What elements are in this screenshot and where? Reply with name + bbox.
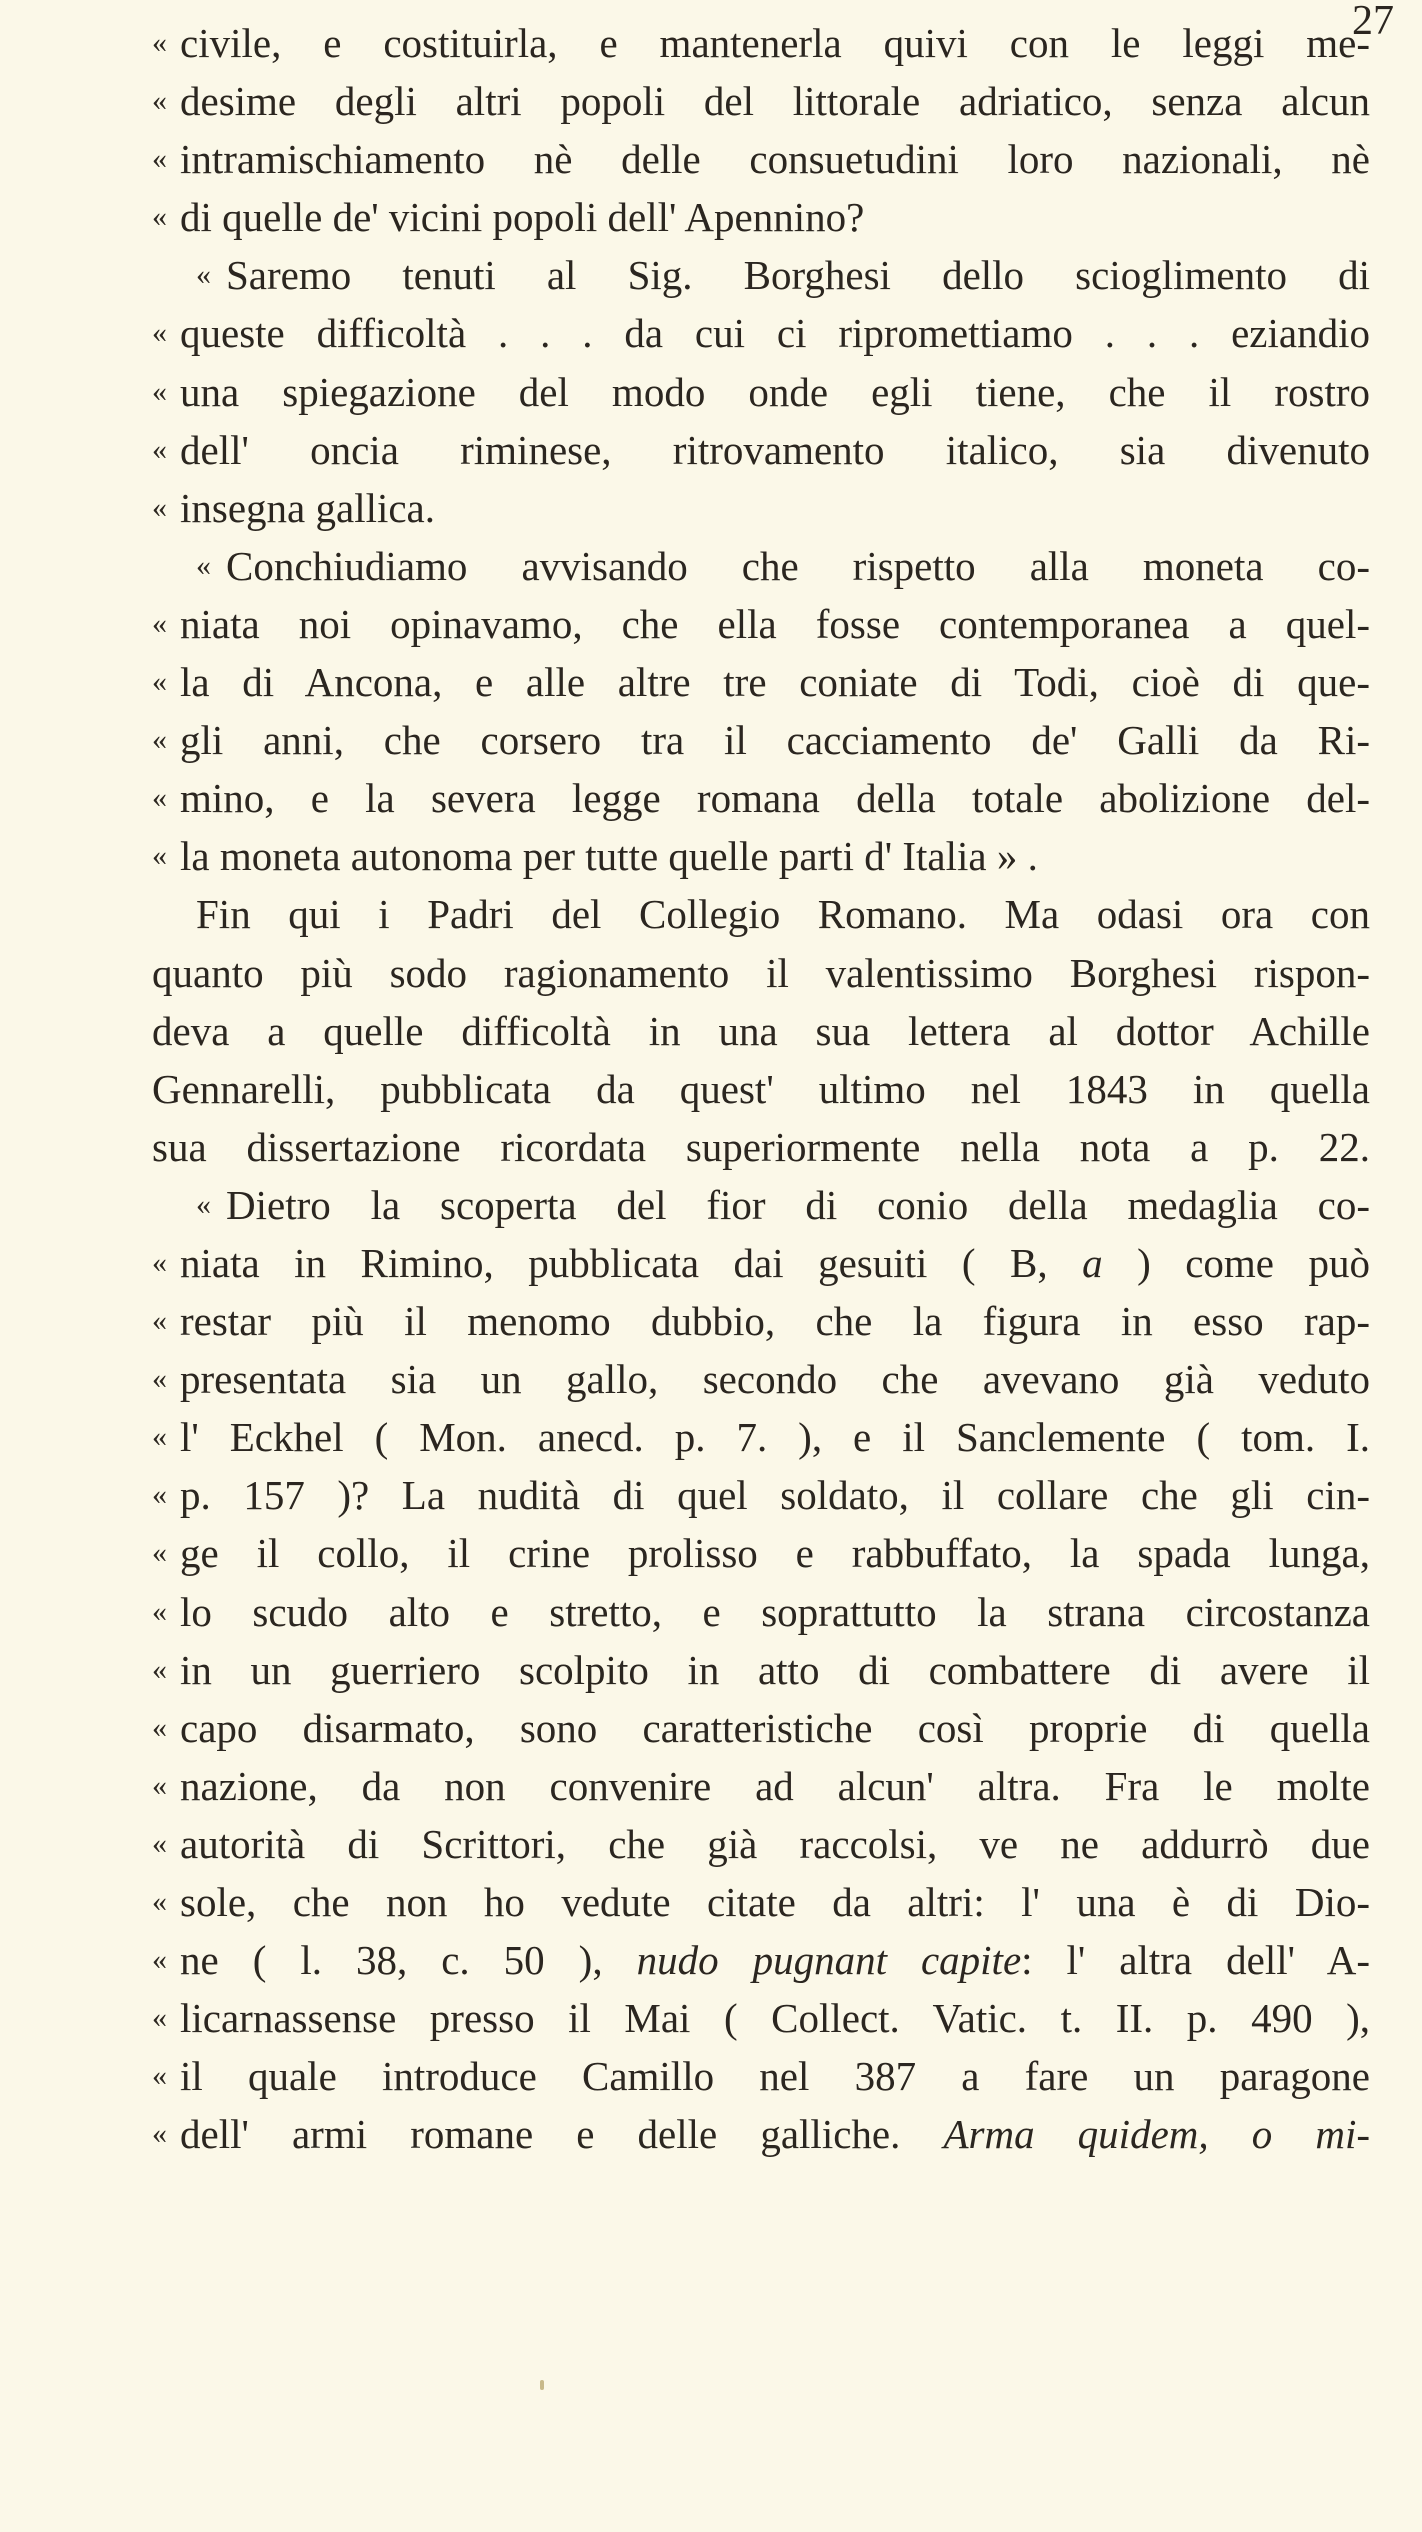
text-line [152, 188, 1370, 246]
text-segment: desime degli altri popoli del littorale adriatico, senza alcun [180, 78, 1370, 125]
line-text [180, 1408, 1370, 1466]
text-line [152, 653, 1370, 711]
line-text [180, 2105, 1370, 2163]
text-line [152, 1060, 1370, 1118]
line-text [180, 1524, 1370, 1582]
text-segment: intramischiamento nè delle consuetudini loro nazionali, nè [180, 136, 1370, 183]
line-text [180, 14, 1370, 72]
line-text [180, 1699, 1370, 1757]
text-line [152, 1002, 1370, 1060]
quote-mark: « [152, 2059, 167, 2093]
text-segment: licarnassense presso il Mai ( Collect. Vatic. t. II. p. 490 ), [180, 1995, 1370, 2042]
text-segment: quanto più sodo ragionamento il valentissimo Borghesi rispon- [152, 949, 1370, 996]
line-text [180, 827, 1370, 885]
text-line [152, 72, 1370, 130]
text-line [152, 1292, 1370, 1350]
line-text [180, 479, 1370, 537]
text-line [152, 2105, 1370, 2163]
text-line [152, 1524, 1370, 1582]
line-text [180, 1583, 1370, 1641]
line-text [180, 304, 1370, 362]
text-segment: capo disarmato, sono caratteristiche così proprie di quella [180, 1704, 1370, 1751]
line-text [226, 537, 1370, 595]
text-segment: deva a quelle difficoltà in una sua lettera al dottor Achille [152, 1007, 1370, 1054]
line-text [180, 1989, 1370, 2047]
quote-mark: « [196, 548, 211, 582]
line-text [226, 1176, 1370, 1234]
italic-text: nudo pugnant capite [636, 1937, 1022, 1984]
quote-mark: « [152, 490, 167, 524]
text-line [152, 363, 1370, 421]
text-segment: Dietro la scoperta del fior di conio della medaglia co- [226, 1181, 1370, 1228]
text-segment: l' Eckhel ( Mon. anecd. p. 7. ), e il Sanclemente ( tom. I. [180, 1414, 1370, 1461]
text-segment: Fin qui i Padri del Collegio Romano. Ma odasi ora con [196, 891, 1370, 938]
quote-mark: « [152, 26, 167, 59]
line-text [180, 421, 1370, 479]
line-text [180, 711, 1370, 769]
quote-mark: « [152, 781, 167, 815]
quote-mark: « [152, 1594, 167, 1628]
text-line [152, 1350, 1370, 1408]
line-text [180, 363, 1370, 421]
quote-mark: « [196, 258, 211, 292]
page-number: 27 [1352, 0, 1394, 44]
line-text [180, 2047, 1370, 2105]
italic-text: Arma quidem, o mi- [943, 2111, 1370, 2158]
quote-mark: « [152, 1943, 167, 1977]
quote-mark: « [152, 723, 167, 757]
quote-mark: « [152, 1245, 167, 1279]
quote-mark: « [152, 1362, 167, 1396]
text-line [152, 595, 1370, 653]
line-text [180, 1757, 1370, 1815]
line-text [152, 944, 1370, 1002]
quote-mark: « [152, 606, 167, 640]
quote-mark: « [152, 1826, 167, 1860]
line-text [180, 188, 1370, 246]
line-text [180, 1350, 1370, 1408]
quote-mark: « [152, 316, 167, 350]
quote-mark: « [152, 1304, 167, 1338]
line-text [152, 1002, 1370, 1060]
quote-mark: « [152, 1768, 167, 1802]
text-segment: sole, che non ho vedute citate da altri: l' una è di Dio- [180, 1879, 1370, 1925]
line-text [180, 1292, 1370, 1350]
quote-mark: « [152, 1885, 167, 1918]
text-segment: gli anni, che corsero tra il cacciamento de' Galli da Ri- [180, 717, 1370, 764]
line-text [180, 653, 1370, 711]
quote-mark: « [152, 84, 167, 118]
text-segment: lo scudo alto e stretto, e soprattutto la strana circostanza [180, 1588, 1370, 1635]
text-line [152, 130, 1370, 188]
text-segment: niata noi opinavamo, che ella fosse contemporanea a quel- [180, 600, 1370, 647]
line-text [180, 1815, 1370, 1873]
text-segment: di quelle de' vicini popoli dell' Apennino? [180, 194, 865, 241]
text-line [152, 1466, 1370, 1524]
text-line [152, 304, 1370, 362]
line-text [180, 595, 1370, 653]
text-line [152, 1118, 1370, 1176]
text-segment: insegna gallica. [180, 484, 436, 531]
quote-mark: « [152, 1478, 167, 1512]
text-line [152, 1583, 1370, 1641]
quote-mark: « [152, 2117, 167, 2151]
text-segment: : l' altra dell' A- [1021, 1937, 1370, 1984]
text-segment: dell' oncia riminese, ritrovamento italico, sia divenuto [180, 426, 1370, 473]
text-segment: la moneta autonoma per tutte quelle parti d' Italia » . [180, 833, 1038, 880]
text-segment: presentata sia un gallo, secondo che avevano già veduto [180, 1356, 1370, 1403]
line-text [226, 246, 1370, 304]
quote-mark: « [152, 200, 167, 234]
text-segment: sua dissertazione ricordata superiormente nella nota a p. 22. [152, 1123, 1370, 1170]
text-line [152, 1815, 1370, 1873]
text-segment: restar più il menomo dubbio, che la figura in esso rap- [180, 1298, 1370, 1345]
line-text [180, 1931, 1370, 1989]
text-line [152, 1931, 1370, 1989]
text-line [152, 2047, 1370, 2105]
line-text [152, 1060, 1370, 1118]
text-segment: mino, e la severa legge romana della totale abolizione del- [180, 775, 1370, 822]
text-line [152, 885, 1370, 943]
quote-mark: « [152, 665, 167, 699]
text-segment: ge il collo, il crine prolisso e rabbuffato, la spada lunga, [180, 1530, 1370, 1577]
text-line [152, 1873, 1370, 1931]
line-text [180, 1873, 1370, 1931]
quote-mark: « [152, 374, 167, 408]
quote-mark: « [152, 1710, 167, 1744]
line-text [152, 1118, 1370, 1176]
quote-mark: « [152, 1420, 167, 1454]
quote-mark: « [196, 1187, 211, 1221]
text-line [152, 1757, 1370, 1815]
line-text [180, 769, 1370, 827]
text-line [152, 537, 1370, 595]
text-segment: in un guerriero scolpito in atto di combattere di avere il [180, 1646, 1370, 1693]
text-line [152, 1408, 1370, 1466]
quote-mark: « [152, 142, 167, 176]
text-line [152, 827, 1370, 885]
text-segment: nazione, da non convenire ad alcun' altra. Fra le molte [180, 1762, 1370, 1809]
text-segment: la di Ancona, e alle altre tre coniate di Todi, cioè di que- [180, 659, 1370, 706]
text-line [152, 944, 1370, 1002]
text-segment: queste difficoltà . . . da cui ci ripromettiamo . . . eziandio [180, 310, 1370, 357]
text-line [152, 246, 1370, 304]
text-line [152, 1641, 1370, 1699]
text-line [152, 711, 1370, 769]
text-line [152, 1699, 1370, 1757]
text-segment: niata in Rimino, pubblicata dai gesuiti ( B, [180, 1239, 1083, 1286]
paper-speck [540, 2380, 544, 2390]
text-segment: Gennarelli, pubblicata da quest' ultimo nel 1843 in quella [152, 1065, 1370, 1112]
quote-mark: « [152, 2001, 167, 2035]
text-line [152, 421, 1370, 479]
quote-mark: « [152, 432, 167, 466]
text-segment: Conchiudiamo avvisando che rispetto alla moneta co- [226, 542, 1370, 589]
italic-text: a [1082, 1239, 1103, 1286]
line-text [180, 1234, 1370, 1292]
text-segment: civile, e costituirla, e mantenerla quivi con le leggi me- [180, 20, 1370, 66]
text-line [152, 479, 1370, 537]
text-segment: p. 157 )? La nudità di quel soldato, il collare che gli cin- [180, 1472, 1370, 1519]
text-line [152, 14, 1370, 72]
text-line [152, 1989, 1370, 2047]
line-text [180, 1641, 1370, 1699]
text-line [152, 1234, 1370, 1292]
text-line [152, 769, 1370, 827]
text-segment: il quale introduce Camillo nel 387 a fare un paragone [180, 2053, 1370, 2100]
text-segment: Saremo tenuti al Sig. Borghesi dello scioglimento di [226, 252, 1370, 299]
line-text [180, 72, 1370, 130]
body-text [152, 14, 1370, 2163]
quote-mark: « [152, 839, 167, 873]
quote-mark: « [152, 1536, 167, 1570]
line-text [180, 130, 1370, 188]
text-segment: una spiegazione del modo onde egli tiene, che il rostro [180, 368, 1370, 415]
quote-mark: « [152, 1652, 167, 1686]
line-text [196, 885, 1370, 943]
text-line [152, 1176, 1370, 1234]
text-segment: ) come può [1102, 1239, 1370, 1286]
text-segment: autorità di Scrittori, che già raccolsi, ve ne addurrò due [180, 1820, 1370, 1867]
line-text [180, 1466, 1370, 1524]
text-segment: dell' armi romane e delle galliche. [180, 2111, 944, 2158]
text-segment: ne ( l. 38, c. 50 ), [180, 1937, 637, 1984]
